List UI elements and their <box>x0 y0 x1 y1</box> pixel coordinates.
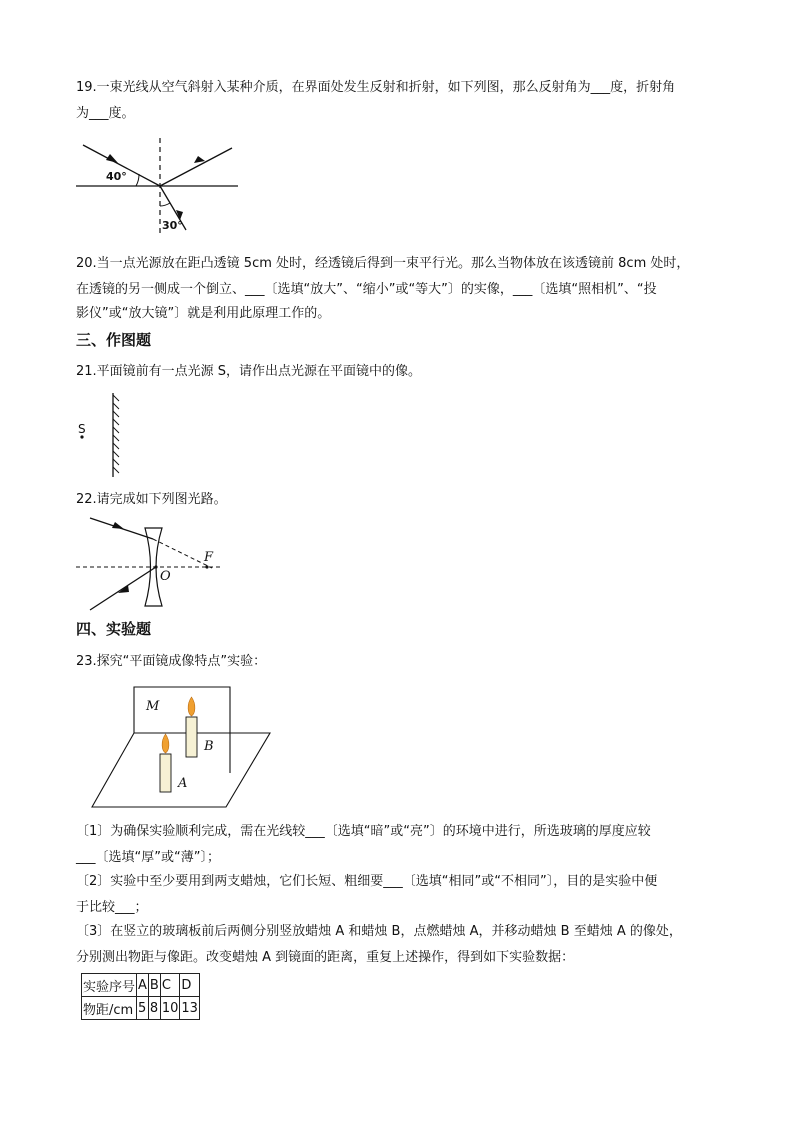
q19-line1: 19.一束光线从空气斜射入某种介质，在界面处发生反射和折射，如下列图，那么反射角为___度，折射角 <box>76 80 676 95</box>
q22-center-o-label: O <box>160 569 171 584</box>
table-cell: 8 <box>148 997 160 1020</box>
table-cell: 10 <box>160 997 180 1020</box>
q23-part1-line1: 〔1〕为确保实验顺利完成，需在光线较___〔选填“暗”或“亮”〕的环境中进行，所选玻璃的厚度应较 <box>76 824 651 839</box>
q23-glass-m-label: M <box>146 699 160 714</box>
table-header-cell: D <box>180 974 200 997</box>
table-header-cell: 实验序号 <box>82 974 137 997</box>
q23-candle-b-label: B <box>204 739 214 754</box>
q23-part2-line2: 于比较___； <box>76 900 148 915</box>
table-header-cell: C <box>160 974 180 997</box>
section-heading-3: 三、作图题 <box>76 331 152 349</box>
q23-data-table <box>81 973 200 1020</box>
q23-part3-line2: 分别测出物距与像距。改变蜡烛 A 到镜面的距离，重复上述操作，得到如下实验数据： <box>76 950 575 965</box>
q22-text: 22.请完成如下列图光路。 <box>76 492 227 507</box>
q21-point-s-label: S <box>78 422 86 436</box>
q23-part3-line1: 〔3〕在竖立的玻璃板前后两侧分别竖放蜡烛 A 和蜡烛 B，点燃蜡烛 A，并移动蜡烛 B 至蜡烛 A 的像处， <box>76 924 682 939</box>
table-cell: 5 <box>137 997 149 1020</box>
table-cell: 13 <box>180 997 200 1020</box>
q19-line2: 为___度。 <box>76 106 135 121</box>
q19-angle-40-label: 40° <box>106 170 127 183</box>
q20-line2: 在透镜的另一侧成一个倒立、___〔选填“放大”、“缩小”或“等大”〕的实像，___〔选填“照相机”、“投 <box>76 282 657 297</box>
q23-part2-line1: 〔2〕实验中至少要用到两支蜡烛，它们长短、粗细要___〔选填“相同”或“不相同”〕，目的是实验中便 <box>76 874 658 889</box>
q20-line3: 影仪”或“放大镜”〕就是利用此原理工作的。 <box>76 306 331 321</box>
section-heading-4: 四、实验题 <box>76 620 152 638</box>
table-header-cell: B <box>148 974 160 997</box>
q22-focal-f-label: F <box>204 550 214 565</box>
table-row <box>82 974 200 997</box>
q19-angle-30-label: 30° <box>162 219 183 232</box>
q23-part1-line2: ___〔选填“厚”或“薄”〕； <box>76 850 220 865</box>
q21-text: 21.平面镜前有一点光源 S，请作出点光源在平面镜中的像。 <box>76 364 422 379</box>
table-cell: 物距/cm <box>82 997 137 1020</box>
q23-text: 23.探究“平面镜成像特点”实验： <box>76 654 267 669</box>
q23-candle-a-label: A <box>178 776 188 791</box>
table-header-cell: A <box>137 974 149 997</box>
q20-line1: 20.当一点光源放在距凸透镜 5cm 处时，经透镜后得到一束平行光。那么当物体放在该透镜前 8cm 处时， <box>76 256 690 271</box>
table-row <box>82 997 200 1020</box>
